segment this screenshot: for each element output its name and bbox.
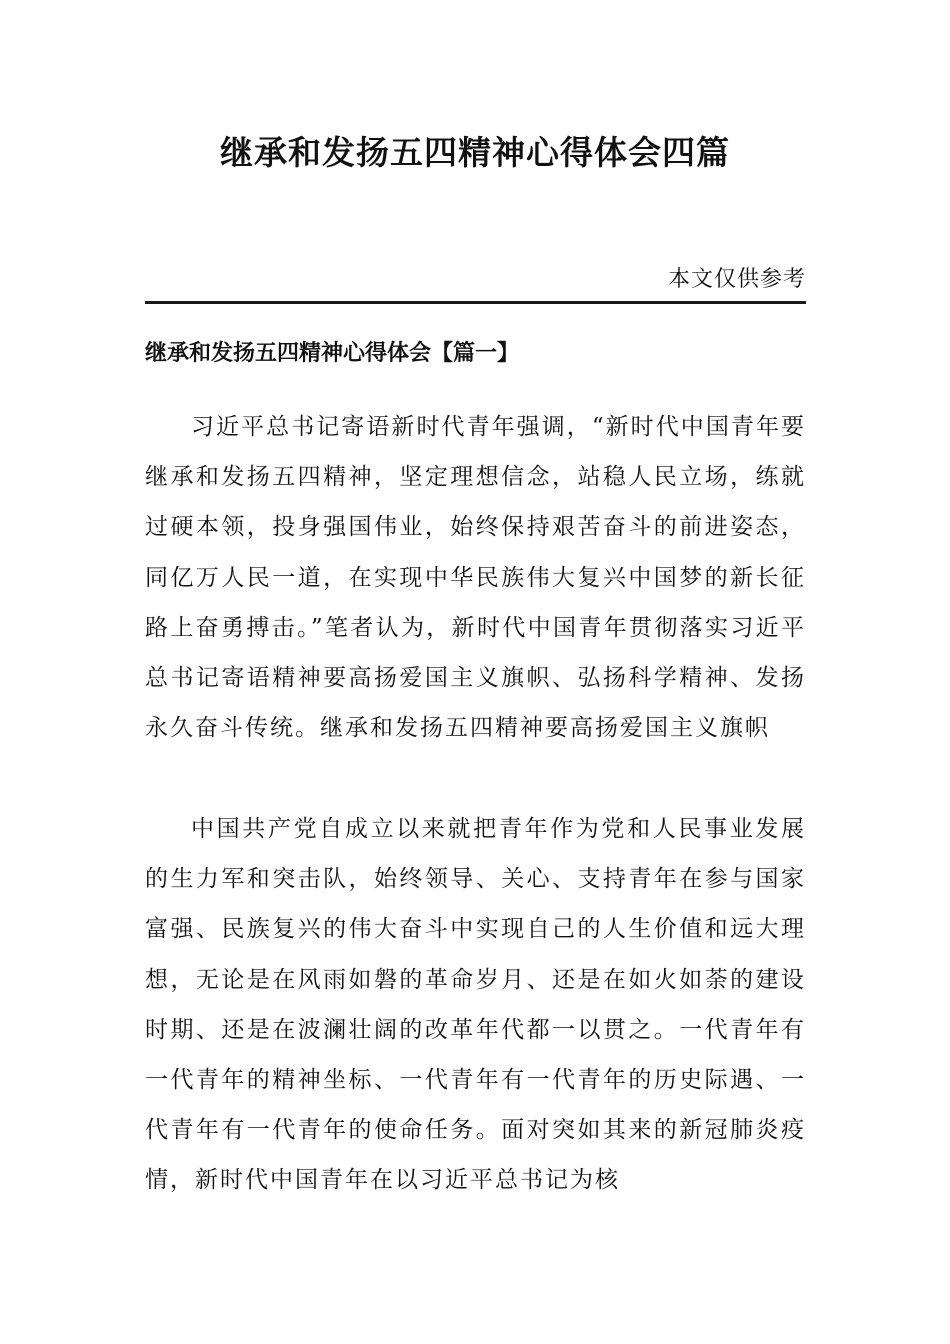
body-paragraph: 中国共产党自成立以来就把青年作为党和人民事业发展的生力军和突击队，始终领导、关心、支持青年在参与国家富强、民族复兴的伟大奋斗中实现自己的人生价值和远大理想，无论是在风雨如磐的革命岁月、还是在如火如荼的建设时期、还是在波澜壮阔的改革年代都一以贯之。一代青年有一代青年的精神坐标、一代青年有一代青年的历史际遇、一代青年有一代青年的使命任务。面对突如其来的新冠肺炎疫情，新时代中国青年在以习近平总书记为核 xyxy=(145,816,806,1194)
document-title: 继承和发扬五四精神心得体会四篇 xyxy=(220,133,730,172)
header-divider xyxy=(145,301,806,304)
reference-note: 本文仅供参考 xyxy=(667,267,806,292)
body-paragraph: 习近平总书记寄语新时代青年强调，“新时代中国青年要继承和发扬五四精神，坚定理想信念，站稳人民立场，练就过硬本领，投身强国伟业，始终保持艰苦奋斗的前进姿态，同亿万人民一道，在实现中华民族伟大复兴中国梦的新长征路上奋勇搏击。”笔者认为，新时代中国青年贯彻落实习近平总书记寄语精神要高扬爱国主义旗帜、弘扬科学精神、发扬永久奋斗传统。继承和发扬五四精神要高扬爱国主义旗帜 xyxy=(145,414,806,742)
section-heading: 继承和发扬五四精神心得体会【篇一】 xyxy=(145,341,520,366)
